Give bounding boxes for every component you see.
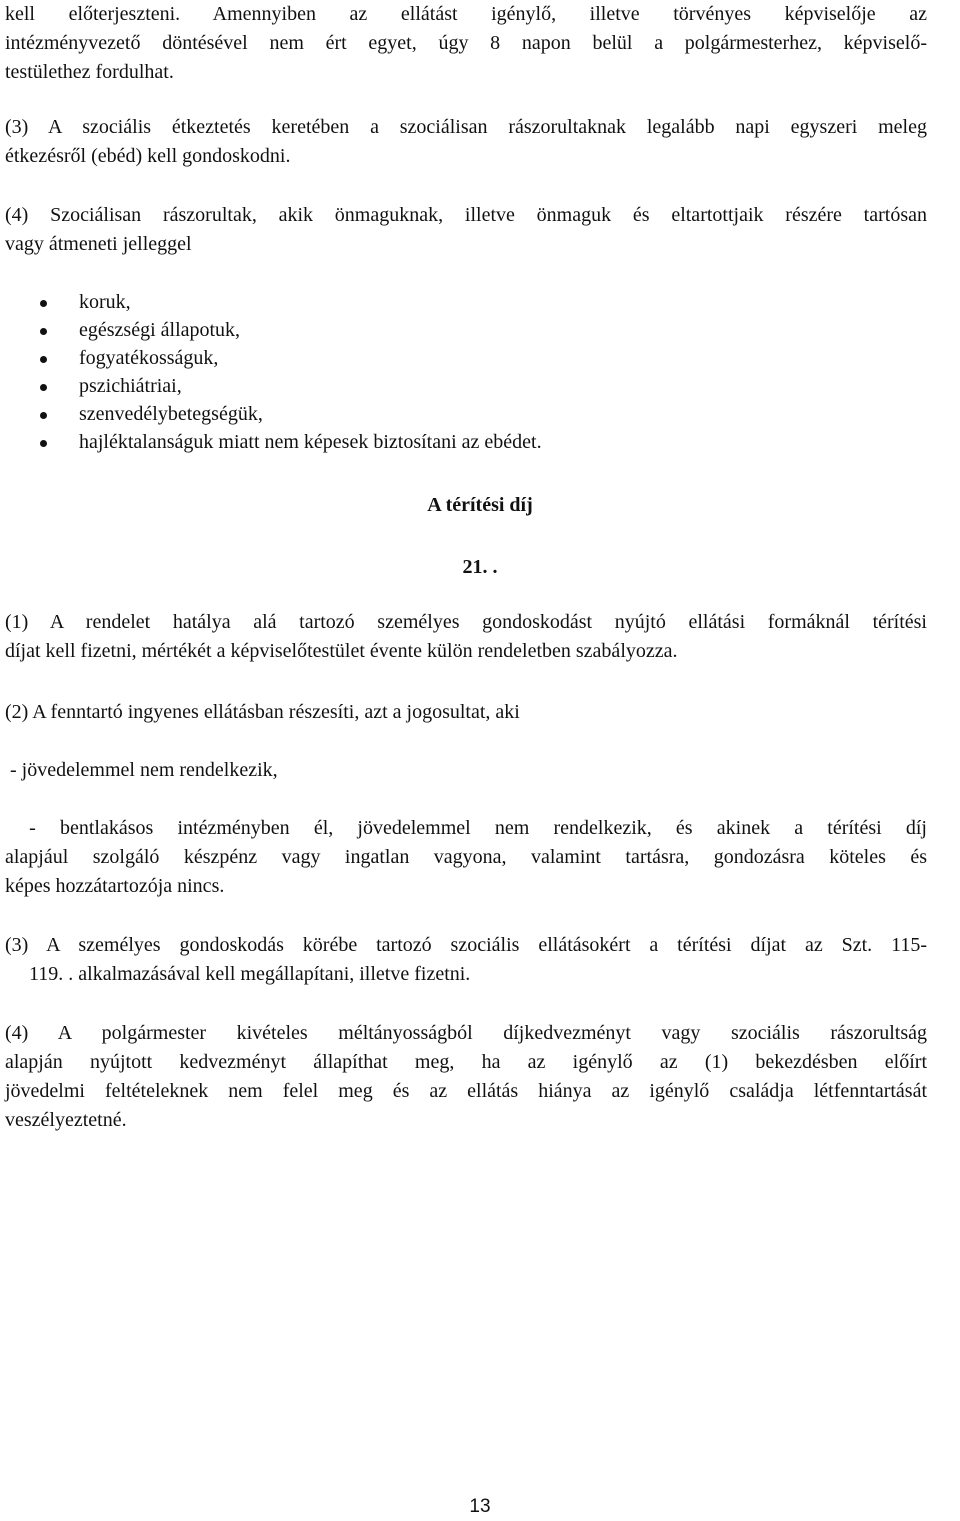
paragraph-4-line-2: vagy átmeneti jelleggel — [5, 233, 192, 255]
list-item: koruk, — [79, 291, 131, 313]
list-item: fogyatékosságuk, — [79, 347, 219, 369]
section-2-line-1: (2) A fenntartó ingyenes ellátásban részesíti, azt a jogosultat, aki — [5, 701, 520, 723]
list-item: pszichiátriai, — [79, 375, 182, 397]
section-2-dash-item-2-line-3: képes hozzátartozója nincs. — [5, 875, 225, 897]
list-item: szenvedélybetegségük, — [79, 403, 263, 425]
bullet-dot-icon — [40, 328, 47, 335]
bullet-dot-icon — [40, 300, 47, 307]
paragraph-3-line-2: étkezésről (ebéd) kell gondoskodni. — [5, 145, 291, 167]
section-4-line-2: alapján nyújtott kedvezményt állapíthat meg, ha az igénylő az (1) bekezdésben előírt — [5, 1051, 927, 1073]
intro-line-3: testülethez fordulhat. — [5, 61, 174, 83]
section-3-line-1: (3) A személyes gondoskodás körébe tartozó szociális ellátásokért a térítési díjat az Szt. 115- — [5, 934, 927, 956]
paragraph-4-line-1: (4) Szociálisan rászorultak, akik önmaguknak, illetve önmaguk és eltartottjaik részére tartósan — [5, 204, 927, 226]
section-4-line-3: jövedelmi feltételeknek nem felel meg és az ellátás hiánya az igénylő családja létfenntartását — [5, 1080, 927, 1102]
bullet-dot-icon — [40, 412, 47, 419]
section-2-dash-item-1: - jövedelemmel nem rendelkezik, — [5, 759, 278, 781]
paragraph-3-line-1: (3) A szociális étkeztetés keretében a szociálisan rászorultaknak legalább napi egyszeri meleg — [5, 116, 927, 138]
intro-line-2: intézményvezető döntésével nem ért egyet, úgy 8 napon belül a polgármesterhez, képviselő- — [5, 32, 927, 54]
section-3-line-2: 119. . alkalmazásával kell megállapítani, illetve fizetni. — [29, 963, 471, 985]
page-number: 13 — [469, 1496, 491, 1517]
section-1-line-2: díjat kell fizetni, mértékét a képviselőtestület évente külön rendeletben szabályozza. — [5, 640, 678, 662]
bullet-dot-icon — [40, 356, 47, 363]
section-2-dash-item-2-line-1: - bentlakásos intézményben él, jövedelemmel nem rendelkezik, és akinek a térítési díj — [5, 817, 927, 839]
section-number: 21. . — [462, 556, 498, 578]
section-4-line-1: (4) A polgármester kivételes méltányosságból díjkedvezményt vagy szociális rászorultság — [5, 1022, 927, 1044]
intro-line-1: kell előterjeszteni. Amennyiben az ellátást igénylő, illetve törvényes képviselője az — [5, 3, 927, 25]
section-1-line-1: (1) A rendelet hatálya alá tartozó személyes gondoskodást nyújtó ellátási formáknál térítési — [5, 611, 927, 633]
list-item: egészségi állapotuk, — [79, 319, 241, 341]
section-4-line-4: veszélyeztetné. — [5, 1109, 127, 1131]
bullet-dot-icon — [40, 384, 47, 391]
bullet-dot-icon — [40, 440, 47, 447]
list-item: hajléktalanságuk miatt nem képesek biztosítani az ebédet. — [79, 431, 542, 453]
section-2-dash-item-2-line-2: alapjául szolgáló készpénz vagy ingatlan vagyona, valamint tartásra, gondozásra köteles és — [5, 846, 927, 868]
section-title: A térítési díj — [427, 494, 533, 516]
